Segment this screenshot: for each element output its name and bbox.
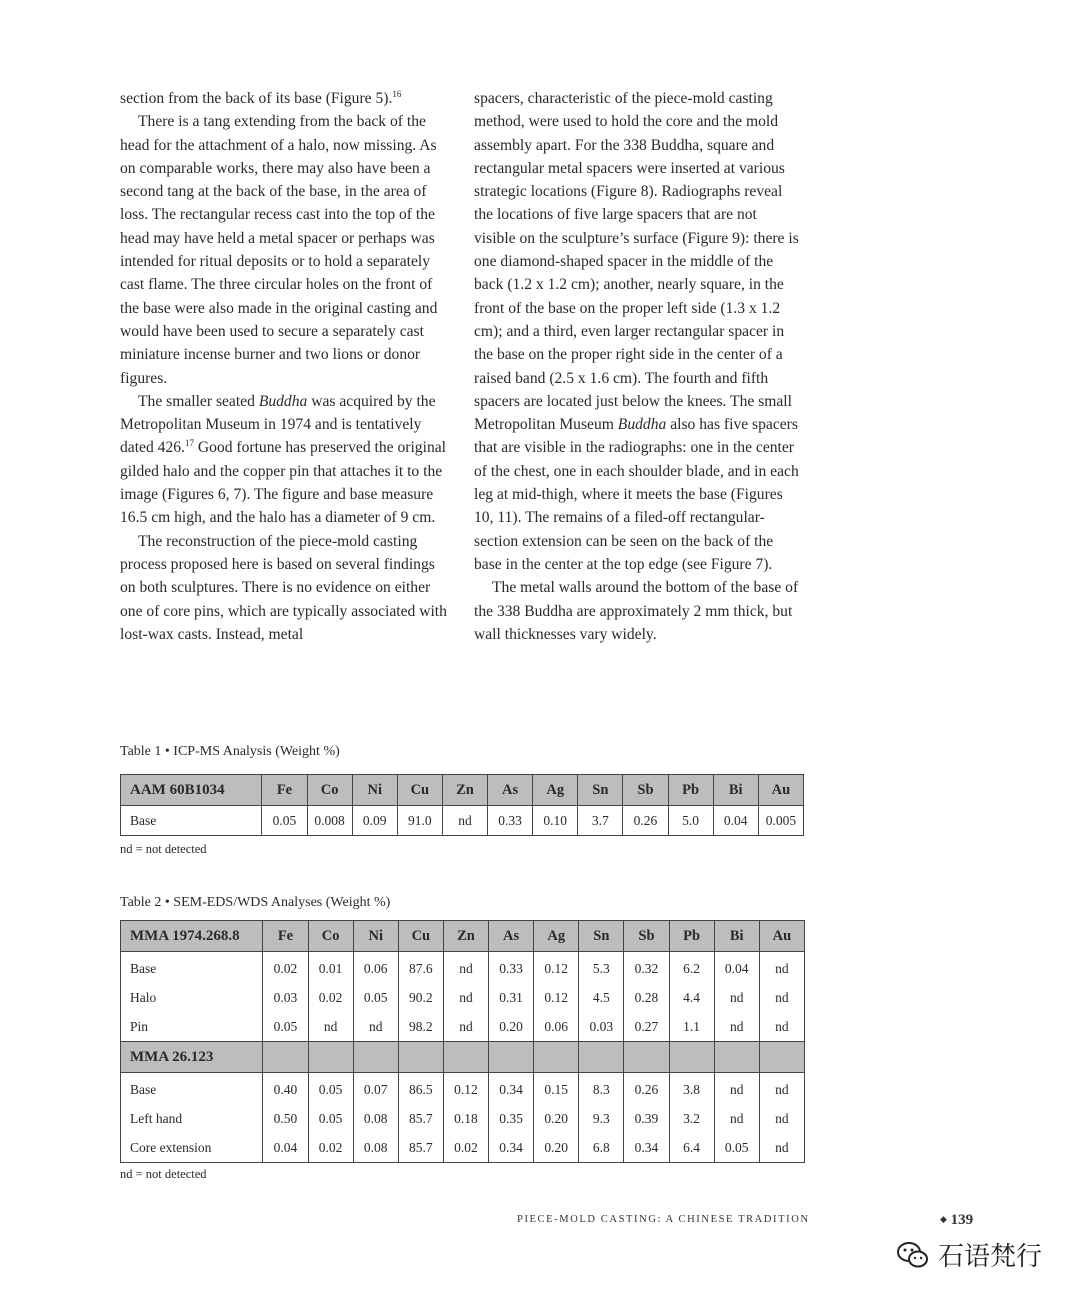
table-cell: Ni xyxy=(353,921,398,952)
table-cell: 0.02 xyxy=(308,983,353,1012)
table-row xyxy=(121,1104,805,1133)
table-cell: 0.34 xyxy=(489,1073,534,1105)
table-cell: nd xyxy=(714,1073,759,1105)
table-cell xyxy=(489,1042,534,1073)
table2 xyxy=(120,920,805,1163)
table-cell: 0.26 xyxy=(624,1073,669,1105)
table-cell: nd xyxy=(443,1012,488,1042)
table-cell: Zn xyxy=(442,775,487,806)
table-cell: Base xyxy=(121,952,263,984)
table-cell: 0.04 xyxy=(713,806,758,836)
table-cell: 0.05 xyxy=(263,1012,308,1042)
table-cell: 0.12 xyxy=(534,983,579,1012)
table-cell: Pb xyxy=(669,921,714,952)
table1-note: nd = not detected xyxy=(120,842,207,856)
table-cell: Sn xyxy=(578,775,623,806)
table-cell: 0.02 xyxy=(308,1133,353,1163)
table-cell: 0.12 xyxy=(534,952,579,984)
table-cell xyxy=(263,1042,308,1073)
table-cell: 98.2 xyxy=(398,1012,443,1042)
table-cell xyxy=(534,1042,579,1073)
table-cell xyxy=(759,1042,804,1073)
table-cell: 0.10 xyxy=(533,806,578,836)
table-cell: nd xyxy=(353,1012,398,1042)
footnote-ref: 17 xyxy=(184,438,194,449)
table-cell: Sn xyxy=(579,921,624,952)
table-cell: Cu xyxy=(398,921,443,952)
table-cell: As xyxy=(489,921,534,952)
table-cell: 5.3 xyxy=(579,952,624,984)
table-cell: 0.09 xyxy=(352,806,397,836)
table-cell: 0.06 xyxy=(534,1012,579,1042)
table-cell: nd xyxy=(443,983,488,1012)
table-cell: 0.02 xyxy=(443,1133,488,1163)
table-cell: nd xyxy=(759,952,804,984)
table-cell: Fe xyxy=(262,775,307,806)
table-cell: 0.20 xyxy=(489,1012,534,1042)
table-cell: Co xyxy=(308,921,353,952)
table-cell: nd xyxy=(759,1133,804,1163)
table-cell xyxy=(398,1042,443,1073)
table-cell: 0.08 xyxy=(353,1133,398,1163)
table-cell xyxy=(579,1042,624,1073)
table-cell: 0.008 xyxy=(307,806,352,836)
paragraph: The reconstruction of the piece-mold casting process proposed here is based on several findings on both sculptures. There is no evidence on either one of core pins, which are typically associated with lost-wax casts. Instead, metal xyxy=(120,532,447,643)
wechat-icon xyxy=(896,1240,930,1270)
table-cell: 0.03 xyxy=(263,983,308,1012)
table-cell: 0.39 xyxy=(624,1104,669,1133)
table-header-row xyxy=(121,921,805,952)
table-cell: 3.8 xyxy=(669,1073,714,1105)
table-cell: 0.04 xyxy=(263,1133,308,1163)
table-cell: 3.2 xyxy=(669,1104,714,1133)
table-header-row xyxy=(121,775,804,806)
table-section-row xyxy=(121,1042,805,1073)
table-cell: 0.04 xyxy=(714,952,759,984)
table-cell: Base xyxy=(121,1073,263,1105)
table-cell: Sb xyxy=(623,775,668,806)
table-cell: Base xyxy=(121,806,262,836)
table-cell: Bi xyxy=(714,921,759,952)
table-cell xyxy=(714,1042,759,1073)
table-cell: Au xyxy=(759,921,804,952)
table-cell: 0.07 xyxy=(353,1073,398,1105)
paragraph: The metal walls around the bottom of the base of the 338 Buddha are approximately 2 mm thick, but wall thicknesses vary widely. xyxy=(474,579,799,643)
table-cell: 0.32 xyxy=(624,952,669,984)
paragraph: spacers, characteristic of the piece-mold casting method, were used to hold the core and the mold assembly apart. For the 338 Buddha, square and rectangular metal spacers were inserted at various strategic locations (Figure 8). Radiographs reveal the locations of five large spacers that are not visible on the sculpture’s surface (Figure 9): there is one diamond-shaped spacer in the middle of the back (1.2 x 1.2 cm); another, nearly square, in the front of the base on the proper left side (1.3 x 1.2 cm); and a third, even larger rectangular spacer in the base on the proper right side in the center of a raised band (2.5 x 1.6 cm). The fourth and fifth spacers are located just below the knees. The small Metropolitan Museum Buddha also has five spacers that are visible in the radiographs: one in the center of the chest, one in each shoulder blade, and in each leg at mid-thigh, where it meets the base (Figures 10, 11). The remains of a filed-off rectangular-section extension can be seen on the back of the base in the center at the top edge (see Figure 7). xyxy=(474,90,799,573)
table-cell: nd xyxy=(759,1073,804,1105)
table-cell: 0.06 xyxy=(353,952,398,984)
table-cell: 0.15 xyxy=(534,1073,579,1105)
table1-caption: Table 1 • ICP-MS Analysis (Weight %) xyxy=(120,744,340,759)
table-cell: Au xyxy=(758,775,803,806)
left-text-column xyxy=(120,87,450,646)
table-cell: 0.20 xyxy=(534,1104,579,1133)
table-cell: 6.2 xyxy=(669,952,714,984)
table-cell: 0.34 xyxy=(624,1133,669,1163)
table-cell: 86.5 xyxy=(398,1073,443,1105)
table2-note: nd = not detected xyxy=(120,1167,207,1181)
paragraph: section from the back of its base (Figure 5).$^{16}$ xyxy=(120,89,402,107)
table-cell: 0.02 xyxy=(263,952,308,984)
table-cell: 0.35 xyxy=(489,1104,534,1133)
table-cell: 4.4 xyxy=(669,983,714,1012)
table-cell: Ni xyxy=(352,775,397,806)
table-cell: 91.0 xyxy=(397,806,442,836)
table-cell: Ag xyxy=(534,921,579,952)
table-cell: nd xyxy=(442,806,487,836)
table-cell: nd xyxy=(714,1104,759,1133)
table-cell: 0.27 xyxy=(624,1012,669,1042)
table-cell: nd xyxy=(759,983,804,1012)
table-cell: 90.2 xyxy=(398,983,443,1012)
table-cell: 0.31 xyxy=(489,983,534,1012)
table-cell: 1.1 xyxy=(669,1012,714,1042)
table-cell xyxy=(624,1042,669,1073)
table-cell: 4.5 xyxy=(579,983,624,1012)
table-cell: Bi xyxy=(713,775,758,806)
table-cell: Pb xyxy=(668,775,713,806)
running-head: PIECE-MOLD CASTING: A CHINESE TRADITION xyxy=(517,1214,810,1225)
table-cell: MMA 1974.268.8 xyxy=(121,921,263,952)
table-cell: Zn xyxy=(443,921,488,952)
table-cell: 6.4 xyxy=(669,1133,714,1163)
table-row xyxy=(121,806,804,836)
table-cell: 5.0 xyxy=(668,806,713,836)
table-cell: nd xyxy=(714,1012,759,1042)
table-cell: Halo xyxy=(121,983,263,1012)
table-cell: Left hand xyxy=(121,1104,263,1133)
table-cell: nd xyxy=(308,1012,353,1042)
table-cell: 0.01 xyxy=(308,952,353,984)
table-cell: 0.03 xyxy=(579,1012,624,1042)
table-cell: nd xyxy=(714,983,759,1012)
table-cell: 8.3 xyxy=(579,1073,624,1105)
table-cell: 0.05 xyxy=(308,1073,353,1105)
table-cell: nd xyxy=(759,1104,804,1133)
table-cell: 0.40 xyxy=(263,1073,308,1105)
table-cell xyxy=(353,1042,398,1073)
table-cell: 85.7 xyxy=(398,1133,443,1163)
table-cell: 0.05 xyxy=(353,983,398,1012)
table-cell: 0.34 xyxy=(489,1133,534,1163)
table-cell: Pin xyxy=(121,1012,263,1042)
page-number: ◆ 139 xyxy=(940,1212,974,1228)
table-cell: 0.18 xyxy=(443,1104,488,1133)
table1 xyxy=(120,774,804,836)
table-cell: 0.33 xyxy=(488,806,533,836)
table-cell: Sb xyxy=(624,921,669,952)
table-cell: nd xyxy=(759,1012,804,1042)
table-cell: 9.3 xyxy=(579,1104,624,1133)
table-cell: 0.33 xyxy=(489,952,534,984)
paragraph: There is a tang extending from the back of the head for the attachment of a halo, now missing. As on comparable works, there may also have been a second tang at the back of the base, in the area of loss. The rectangular recess cast into the top of the head may have held a metal spacer or perhaps was intended for ritual deposits or to hold a separately cast flame. The three circular holes on the front of the base were also made in the original casting and would have been used to secure a separately cast miniature incense burner and two lions or donor figures. xyxy=(120,113,438,387)
table-cell xyxy=(669,1042,714,1073)
table-cell: 0.08 xyxy=(353,1104,398,1133)
table-cell: 85.7 xyxy=(398,1104,443,1133)
table-cell: 0.05 xyxy=(262,806,307,836)
table-cell: 0.50 xyxy=(263,1104,308,1133)
table-cell: Co xyxy=(307,775,352,806)
paragraph: The smaller seated Buddha was acquired by the Metropolitan Museum in 1974 and is tentatively dated 426.17 Good fortune has preserved the original gilded halo and the copper pin that attaches it to the image (Figures 6, 7). The figure and base measure 16.5 cm high, and the halo has a diameter of 9 cm. xyxy=(120,392,446,527)
table-cell: 0.05 xyxy=(308,1104,353,1133)
table-row xyxy=(121,1012,805,1042)
table-cell: 0.20 xyxy=(534,1133,579,1163)
table-cell: Fe xyxy=(263,921,308,952)
table-cell: AAM 60B1034 xyxy=(121,775,262,806)
table-cell: As xyxy=(488,775,533,806)
table-cell: Core extension xyxy=(121,1133,263,1163)
table-cell: Ag xyxy=(533,775,578,806)
table-cell: 6.8 xyxy=(579,1133,624,1163)
table-cell: 0.005 xyxy=(758,806,803,836)
table-cell: nd xyxy=(443,952,488,984)
table-cell: 0.26 xyxy=(623,806,668,836)
table-row xyxy=(121,1133,805,1163)
right-text-column xyxy=(474,87,800,646)
footnote-ref: 16 xyxy=(392,89,402,99)
table2-caption: Table 2 • SEM-EDS/WDS Analyses (Weight %) xyxy=(120,895,391,910)
table-cell xyxy=(308,1042,353,1073)
table-cell: MMA 26.123 xyxy=(121,1042,263,1073)
watermark: 石语梵行 xyxy=(938,1242,1043,1272)
table-cell: 0.05 xyxy=(714,1133,759,1163)
table-row xyxy=(121,1073,805,1105)
table-row xyxy=(121,952,805,984)
table-cell: 0.28 xyxy=(624,983,669,1012)
table-cell xyxy=(443,1042,488,1073)
table-cell: 0.12 xyxy=(443,1073,488,1105)
table-row xyxy=(121,983,805,1012)
table-cell: Cu xyxy=(397,775,442,806)
table-cell: 87.6 xyxy=(398,952,443,984)
table-cell: 3.7 xyxy=(578,806,623,836)
